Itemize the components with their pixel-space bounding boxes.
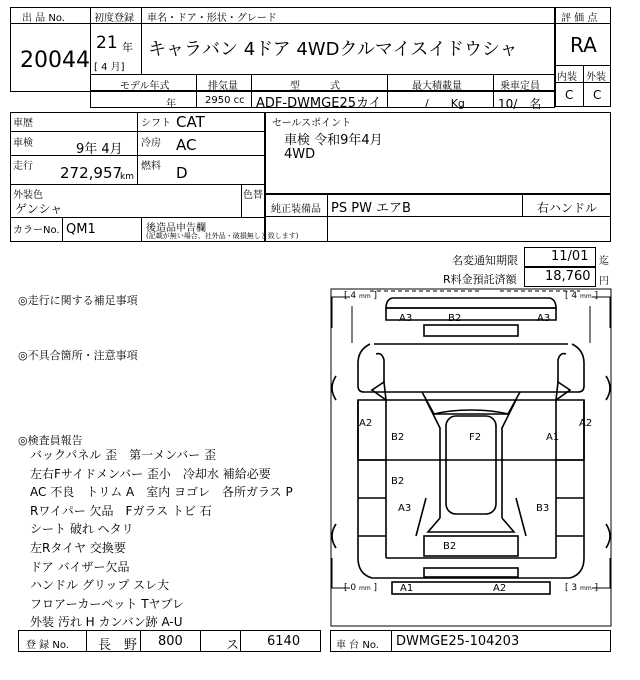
reg-kana: ス	[226, 638, 240, 653]
vin-label: 車 台 No.	[336, 640, 379, 651]
reg-month: [ 4 月]	[94, 62, 125, 73]
inspector-label: ◎検査員報告	[18, 434, 83, 447]
interior-label: 内装	[557, 72, 577, 83]
damage-mark: B2	[391, 476, 405, 487]
shift-value: CAT	[176, 113, 205, 131]
inspection-value: 9年 4月	[76, 142, 123, 157]
color-no-label: カラーNo.	[13, 225, 60, 236]
notice-value: 11/01	[551, 249, 589, 264]
sales-point-line2: 4WD	[284, 147, 316, 162]
color-no-value: QM1	[66, 222, 96, 237]
car-name-label: 車名・ドア・形状・グレード	[147, 13, 277, 24]
sales-point-label: セールスポイント	[272, 118, 352, 129]
recycle-suffix: 円	[599, 276, 609, 287]
recycle-value: 18,760	[545, 269, 591, 284]
reg-area: 長 野	[98, 638, 138, 653]
exterior-label: 外装	[586, 72, 606, 83]
inspector-line: 外装 汚れ H カンバン跡 A-U	[30, 615, 183, 630]
inspection-label: 車検	[13, 138, 33, 149]
inspector-line: Rワイパー 欠品 Fガラス トビ 石	[30, 503, 212, 518]
inspector-line: ドア バイザー欠品	[30, 559, 130, 574]
car-name: キャラバン 4ドア 4WDクルマイスイドウシャ	[148, 39, 518, 60]
mileage-label: 走行	[13, 161, 33, 172]
max-load-label: 最大積載量	[412, 81, 462, 92]
recycle-label: R料金預託済額	[443, 273, 517, 286]
fuel-value: D	[176, 164, 188, 182]
model-year-label: モデル年式	[120, 81, 170, 92]
model-year-value: 年	[166, 99, 176, 110]
damage-mark: B2	[443, 541, 457, 552]
reg-number: 6140	[267, 634, 301, 649]
reg-year-unit: 年	[122, 41, 133, 54]
inspector-line: フロアーカーペット Tヤブレ	[30, 596, 185, 611]
tire-fr: [ 4 mm ]	[565, 291, 599, 301]
inspector-line: AC 不良 トリム A 室内 ヨゴレ 各所ガラス P	[30, 485, 293, 500]
inspector-line: ハンドル グリップ スレ大	[30, 578, 170, 593]
lot-no-label: 出 品 No.	[22, 13, 65, 24]
tire-fl: [ 4 mm ]	[344, 291, 378, 301]
tire-rr: [ 3 mm ]	[565, 583, 599, 593]
lot-number: 20044	[20, 48, 90, 73]
car-diagram	[330, 288, 612, 628]
model-label: 型 式	[290, 81, 340, 92]
history-label: 車歴	[13, 118, 33, 129]
inspector-line: バックパネル 歪 第一メンバー 歪	[30, 448, 217, 462]
shift-label: シフト	[141, 118, 171, 129]
damage-mark: B2	[391, 432, 405, 443]
damage-mark: A2	[359, 418, 373, 429]
driving-notes-label: ◎走行に関する補足事項	[18, 294, 138, 307]
inspector-line: シート 破れ ヘタリ	[30, 522, 134, 537]
ac-label: 冷房	[141, 138, 161, 149]
inspector-line: 左右Fサイドメンバー 歪小 冷却水 補給必要	[30, 466, 271, 481]
damage-mark: A2	[493, 583, 507, 594]
equipment-label: 純正装備品	[271, 204, 321, 215]
mileage-unit: km	[120, 172, 134, 182]
equipment-blank	[265, 217, 611, 242]
reg-year: 21	[96, 33, 118, 53]
mileage-value: 272,957	[60, 164, 123, 182]
color-value: ゲンシャ	[15, 202, 63, 216]
first-reg-label: 初度登録	[94, 13, 134, 24]
displacement-label: 排気量	[208, 81, 238, 92]
model-value: ADF-DWMGE25カイ	[256, 96, 382, 111]
damage-mark: B3	[536, 503, 550, 514]
reg-class: 800	[158, 634, 183, 649]
damage-mark: A3	[399, 313, 413, 324]
rating-label: 評 価 点	[561, 13, 598, 24]
aftermarket-label: 後造品申告欄	[146, 223, 206, 234]
tire-rl: [ 0 mm ]	[344, 583, 378, 593]
notice-label: 名変通知期限	[452, 254, 518, 267]
exterior-grade: C	[593, 88, 602, 102]
inspector-lines	[30, 446, 293, 632]
notice-suffix: 迄	[599, 256, 609, 267]
color-change-label: 色替	[243, 190, 263, 201]
capacity-value: 10/ 名	[498, 97, 542, 111]
aftermarket-note: (記載が無い場合、社外品・破損無しと致します)	[146, 232, 299, 240]
capacity-label: 乗車定員	[500, 81, 540, 92]
reg-label: 登 録 No.	[26, 640, 69, 651]
displacement-value: 2950 cc	[205, 95, 245, 106]
vin-value: DWMGE25-104203	[396, 634, 520, 649]
damage-mark: A2	[579, 418, 593, 429]
damage-mark: A3	[537, 313, 551, 324]
rating-value: RA	[570, 33, 597, 57]
damage-mark: B2	[448, 313, 462, 324]
steering-value: 右ハンドル	[537, 201, 598, 215]
damage-mark: A1	[546, 432, 560, 443]
defects-label: ◎不具合箇所・注意事項	[18, 349, 138, 362]
interior-grade: C	[565, 88, 574, 102]
color-label: 外装色	[13, 190, 43, 201]
inspector-line: 左Rタイヤ 交換要	[30, 540, 126, 555]
fuel-label: 燃料	[141, 161, 161, 172]
damage-mark: A1	[400, 583, 414, 594]
damage-mark: A3	[398, 503, 412, 514]
damage-mark: F2	[469, 432, 482, 443]
ac-value: AC	[176, 136, 197, 154]
max-load-value: / Kg	[425, 97, 465, 110]
equipment-value: PS PW エアB	[331, 201, 411, 216]
sales-point-line1: 車検 令和9年4月	[284, 133, 383, 148]
